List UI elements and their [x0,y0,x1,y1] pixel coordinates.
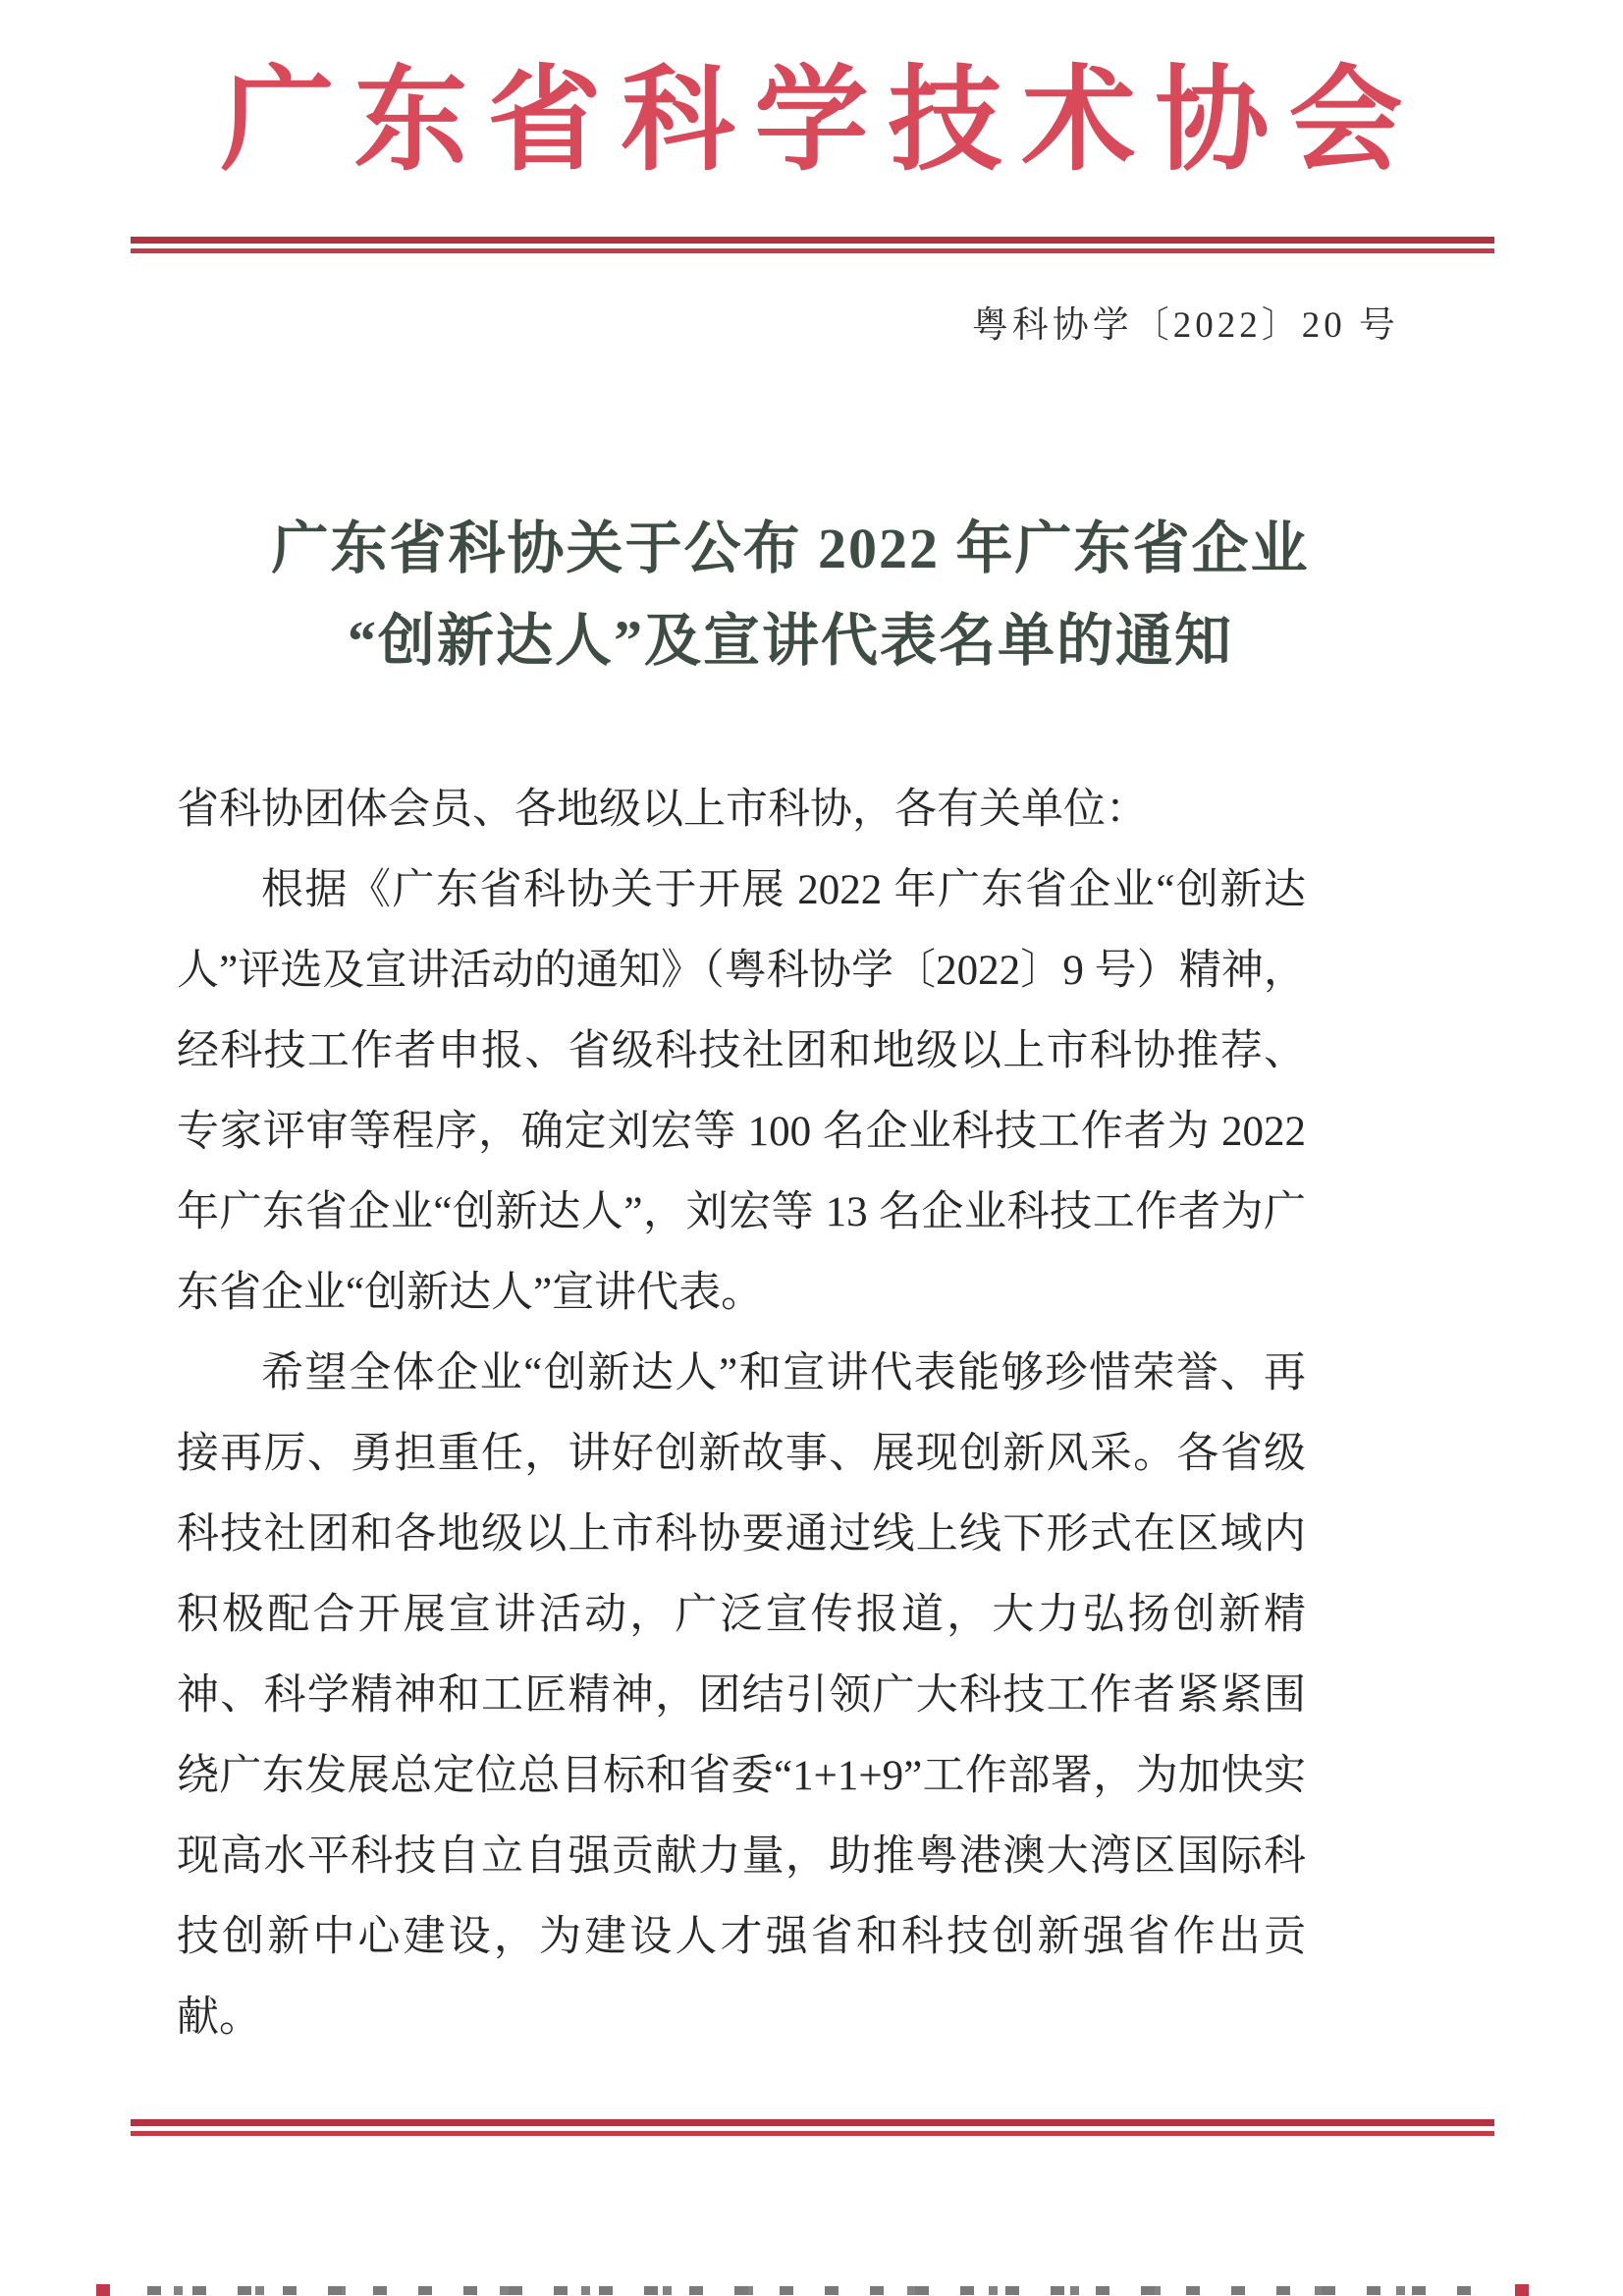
footer-double-rule [131,2119,1494,2136]
document-body [177,770,1306,2058]
document-title-line-2: “创新达人”及宣讲代表名单的通知 [347,609,1233,673]
salutation-line: 省科协团体会员、各地级以上市科协，各有关单位： [177,787,1148,833]
rule-bar-top [131,237,1494,244]
document-reference-number: 粤科协学〔2022〕20 号 [971,305,1399,346]
cutoff-character-tops [147,2286,1476,2295]
page-bottom-cutoff-artifact [0,2280,1623,2296]
cutoff-red-mark-right [1515,2284,1529,2296]
cutoff-red-mark-left [96,2284,110,2296]
letterhead-double-rule [131,237,1494,253]
rule-bar-bottom [131,2131,1494,2136]
body-paragraph-2: 希望全体企业“创新达人”和宣讲代表能够珍惜荣誉、再接再厉、勇担重任，讲好创新故事、展现创新风采。各省级科技社团和各地级以上市科协要通过线上线下形式在区域内积极配合开展宣讲活动，广泛宣传报道，大力弘扬创新精神、科学精神和工匠精神，团结引领广大科技工作者紧紧围绕广东发展总定位总目标和省委“1+1+9”工作部署，为加快实现高水平科技自立自强贡献力量，助推粤港澳大湾区国际科技创新中心建设，为建设人才强省和科技创新强省作出贡献。 [177,1350,1306,2041]
document-title-line-1: 广东省科协关于公布 2022 年广东省企业 [271,517,1310,580]
document-title [0,503,1581,687]
rule-bar-bottom [131,248,1494,253]
body-paragraph-1: 根据《广东省科协关于开展 2022 年广东省企业“创新达人”评选及宣讲活动的通知》（粤科协学〔2022〕9 号）精神，经科技工作者申报、省级科技社团和地级以上市科协推荐、专家评审等程序，确定刘宏等 100 名企业科技工作者为 2022 年广东省企业“创新达人”，刘宏等 13 名企业科技工作者为广东省企业“创新达人”宣讲代表。 [177,867,1306,1316]
rule-bar-top [131,2119,1494,2126]
letterhead-org-name: 广东省科学技术协会 [220,59,1423,185]
